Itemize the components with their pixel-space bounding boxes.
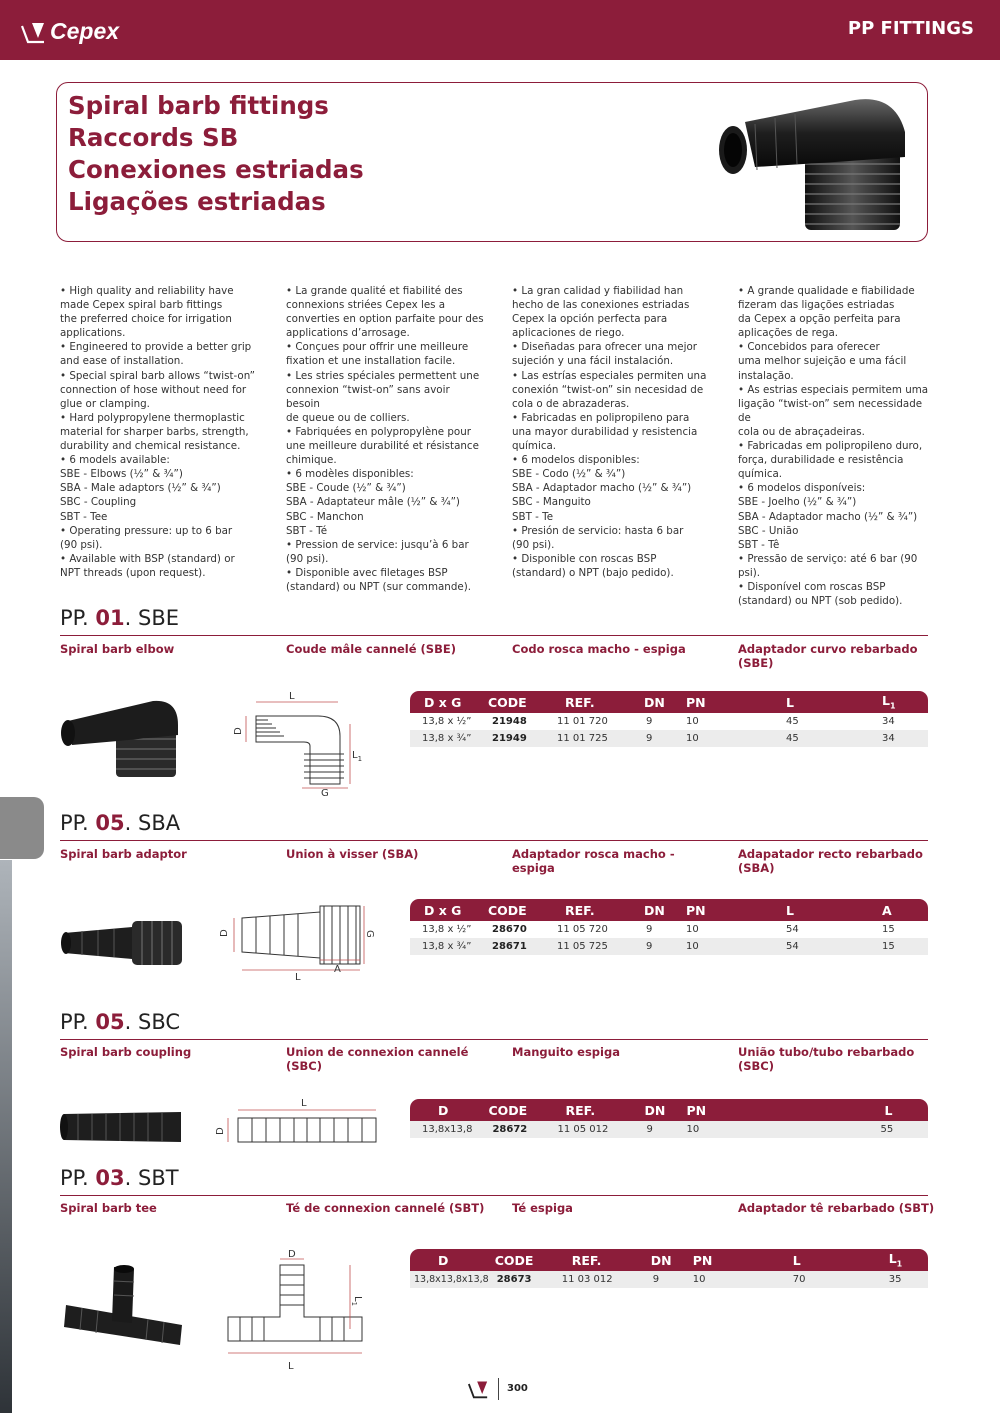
cell: 13,8 x ¾”: [410, 938, 472, 955]
col-header: D: [410, 1099, 472, 1121]
side-bar: [0, 860, 12, 1413]
table-row: [410, 1121, 928, 1138]
col-header: PN: [676, 899, 752, 921]
cell: 10: [676, 921, 752, 938]
coupling-drawing: [210, 1094, 385, 1154]
col-header: [858, 691, 928, 713]
cell: 54: [752, 921, 858, 938]
col-header: D x G: [410, 899, 472, 921]
dim-label-l: L: [301, 1098, 307, 1109]
cell: 13,8x13,8x13,8: [410, 1271, 489, 1288]
title-line-en: Spiral barb fittings: [68, 91, 329, 120]
elbow-drawing: [228, 688, 363, 799]
table-row: [410, 938, 928, 955]
col-header-l: $L_1$: [882, 693, 896, 711]
product-code: . SBC: [124, 1010, 181, 1034]
product-heading-sbt: [60, 1166, 928, 1196]
label-en: Spiral barb adaptor: [60, 847, 187, 861]
cell: 11 05 725: [539, 938, 624, 955]
product-prefix: PP.: [60, 1010, 89, 1034]
cell: 45: [752, 730, 858, 747]
product-prefix: PP.: [60, 1166, 89, 1190]
col-header: DN: [631, 1249, 683, 1271]
dim-label-d: D: [219, 929, 230, 937]
col-header: CODE: [472, 899, 539, 921]
cell: 13,8 x ½”: [410, 713, 472, 730]
dim-label-l1: $L_1$: [350, 1296, 363, 1307]
cell: 11 05 720: [539, 921, 624, 938]
col-header: REF.: [539, 691, 624, 713]
spec-table-header: [410, 691, 928, 713]
table-row: [410, 713, 928, 730]
product-code: . SBE: [124, 606, 180, 630]
col-header: A: [858, 899, 928, 921]
hero-elbow-image: [705, 92, 920, 232]
cell: 13,8x13,8: [410, 1121, 472, 1138]
cell: 45: [752, 713, 858, 730]
intro-spanish: [512, 284, 712, 580]
product-heading-sba: [60, 811, 928, 841]
cell: 55: [752, 1121, 928, 1138]
cell: 9: [624, 713, 676, 730]
col-header: REF.: [539, 1099, 624, 1121]
cell: 10: [676, 713, 752, 730]
col-header: DN: [624, 1099, 676, 1121]
spec-table-sbe: [410, 691, 928, 747]
title-line-pt: Ligações estriadas: [68, 187, 326, 216]
brand-logo: [20, 18, 119, 45]
dim-label-g: G: [364, 930, 375, 938]
cell: 34: [858, 730, 928, 747]
label-pt: Adaptador curvo rebarbado (SBE): [738, 642, 918, 670]
cell: 28672: [472, 1121, 539, 1138]
product-number: 05: [95, 811, 125, 835]
cell: 28670: [472, 921, 539, 938]
title-line-fr: Raccords SB: [68, 123, 239, 152]
col-header: PN: [676, 1099, 752, 1121]
product-code: . SBA: [124, 811, 181, 835]
brand-name: Cepex: [50, 18, 120, 44]
table-row: [410, 921, 928, 938]
dim-label-d: D: [233, 727, 244, 735]
label-es: Té espiga: [512, 1201, 573, 1215]
cell: 9: [624, 921, 676, 938]
cell: 10: [683, 1271, 759, 1288]
label-es: Codo rosca macho - espiga: [512, 642, 686, 656]
product-number: 03: [95, 1166, 125, 1190]
cell: 11 03 012: [552, 1271, 631, 1288]
footer: [466, 1378, 528, 1400]
intro-portuguese: [738, 284, 938, 608]
col-header: DN: [624, 899, 676, 921]
product-prefix: PP.: [60, 811, 89, 835]
table-row: [410, 1271, 928, 1288]
intro-text: • High quality and reliability have made Cepex spiral barb fittings the preferred choice for irrigation applications. • Engineered to provide a better grip and ease of installation. • Special spiral barb allows “twist-on” connection of hose without need for glue or clamping. • Hard polypropylene thermoplastic material for sharper barbs, strength, durability and chemical resistance. • 6 models available: SBE - Elbows (½” & ¾”) SBA - Male adaptors (½” & ¾”) SBC - Coupling SBT - Tee • Operating pressure: up to 6 bar (90 psi). • Available with BSP (standard) or NPT threads (upon request).: [60, 285, 255, 579]
dim-label-l: L: [288, 1361, 294, 1372]
cell: 11 01 720: [539, 713, 624, 730]
cell: 35: [865, 1271, 928, 1288]
dim-label-a: A: [334, 964, 341, 975]
product-code: . SBT: [124, 1166, 179, 1190]
cell: 13,8 x ½”: [410, 921, 472, 938]
col-header: PN: [676, 691, 752, 713]
cell: 15: [858, 921, 928, 938]
dim-label-l1: $L_1$: [352, 750, 363, 763]
cell: 9: [631, 1271, 683, 1288]
intro-english: [60, 284, 260, 580]
cell: 21948: [472, 713, 539, 730]
spec-table-header: [410, 1099, 928, 1121]
cell: 13,8 x ¾”: [410, 730, 472, 747]
title-line-es: Conexiones estriadas: [68, 155, 364, 184]
dim-label-l: L: [289, 691, 295, 702]
cell: 10: [676, 938, 752, 955]
intro-text: • A grande qualidade e fiabilidade fizeram das ligações estriadas da Cepex a opção perfeita para aplicações de rega. • Concebidos para oferecer uma melhor sujeição e uma fácil instalação. • As estrias especiais permitem uma ligação “twist-on” sem necessidade de cola ou de abraçadeiras. • Fabricadas em polipropileno duro, força, durabilidade e resistência química. • 6 modelos disponíveis: SBE - Joelho (½” & ¾”) SBA - Adaptador macho (½” & ¾”) SBC - União SBT - Tê • Pressão de serviço: até 6 bar (90 psi). • Disponível com roscas BSP (standard) ou NPT (sob pedido).: [738, 285, 929, 608]
col-header: CODE: [472, 1099, 539, 1121]
adaptor-photo: [62, 915, 187, 970]
label-fr: Union à visser (SBA): [286, 847, 419, 861]
intro-french: [286, 284, 486, 594]
dim-label-d: D: [215, 1127, 226, 1135]
dim-label-d: D: [288, 1249, 296, 1260]
spec-table-header: [410, 1249, 928, 1271]
dim-label-g: G: [321, 788, 329, 799]
elbow-photo: [58, 695, 183, 780]
label-pt: Adapatador recto rebarbado (SBA): [738, 847, 923, 875]
col-header: L: [752, 1099, 928, 1121]
col-header: $L_1$: [865, 1249, 928, 1271]
cell: 10: [676, 1121, 752, 1138]
label-en: Spiral barb elbow: [60, 642, 175, 656]
cell: 15: [858, 938, 928, 955]
cepex-mark-icon: [466, 1379, 490, 1399]
col-header: REF.: [552, 1249, 631, 1271]
coupling-photo: [60, 1108, 185, 1146]
cell: 54: [752, 938, 858, 955]
product-heading-sbe: [60, 606, 928, 636]
spec-table-sba: [410, 899, 928, 955]
page-number: 300: [498, 1378, 528, 1400]
side-tab: [0, 797, 44, 859]
label-en: Spiral barb coupling: [60, 1045, 192, 1059]
cell: 21949: [472, 730, 539, 747]
label-fr: Té de connexion cannelé (SBT): [286, 1201, 485, 1215]
cell: 28673: [489, 1271, 552, 1288]
product-number: 01: [95, 606, 125, 630]
label-es: Manguito espiga: [512, 1045, 620, 1059]
col-header: L: [752, 899, 858, 921]
cell: 10: [676, 730, 752, 747]
col-header: DN: [624, 691, 676, 713]
adaptor-drawing: [212, 896, 382, 986]
col-header: D x G: [410, 691, 472, 713]
spec-table-sbc: [410, 1099, 928, 1138]
col-header: PN: [683, 1249, 759, 1271]
cepex-mark-icon: [20, 20, 46, 44]
section-label: PP FITTINGS: [847, 18, 974, 39]
cell: 11 05 012: [539, 1121, 624, 1138]
tee-drawing: [222, 1245, 377, 1375]
cell: 34: [858, 713, 928, 730]
cell: 9: [624, 938, 676, 955]
label-fr: Coude mâle cannelé (SBE): [286, 642, 456, 656]
page-title: [68, 90, 364, 218]
table-row: [410, 730, 928, 747]
product-number: 05: [95, 1010, 125, 1034]
col-header: CODE: [489, 1249, 552, 1271]
spec-table-header: [410, 899, 928, 921]
col-header: REF.: [539, 899, 624, 921]
col-header: D: [410, 1249, 489, 1271]
label-pt: Adaptador tê rebarbado (SBT): [738, 1201, 935, 1215]
dim-label-l: L: [295, 972, 301, 983]
intro-text: • La gran calidad y fiabilidad han hecho de las conexiones estriadas Cepex la opción perfecta para aplicaciones de riego. • Diseñadas para ofrecer una mejor sujeción y una fácil instalación. • Las estrías especiales permiten una conexión “twist-on” sin necesidad de cola o de abrazaderas. • Fabricadas en polipropileno para una mayor durabilidad y resistencia química. • 6 modelos disponibles: SBE - Codo (½” & ¾”) SBA - Adaptador macho (½” & ¾”) SBC - Manguito SBT - Te • Presión de servicio: hasta 6 bar (90 psi). • Disponible con roscas BSP (standard) o NPT (bajo pedido).: [512, 285, 707, 579]
product-prefix: PP.: [60, 606, 89, 630]
label-pt: União tubo/tubo rebarbado (SBC): [738, 1045, 915, 1073]
cell: 11 01 725: [539, 730, 624, 747]
col-header: CODE: [472, 691, 539, 713]
col-header: L: [752, 691, 858, 713]
label-fr: Union de connexion cannelé (SBC): [286, 1045, 469, 1073]
spec-table-sbt: [410, 1249, 928, 1288]
intro-text: • La grande qualité et fiabilité des connexions striées Cepex les a converties en option parfaite pour des applications d’arrosage. • Conçues pour offrir une meilleure fixation et une installation facile. • Les stries spéciales permettent une connexion “twist-on” sans avoir besoin de queue ou de colliers. • Fabriquées en polypropylène pour une meilleure durabilité et résistance chimique. • 6 modèles disponibles: SBE - Coude (½” & ¾”) SBA - Adaptateur mâle (½” & ¾”) SBC - Manchon SBT - Té • Pression de service: jusqu’à 6 bar (90 psi). • Disponible avec filetages BSP (standard) ou NPT (sur commande).: [286, 285, 484, 593]
cell: 70: [759, 1271, 865, 1288]
cell: 28671: [472, 938, 539, 955]
cell: 9: [624, 730, 676, 747]
tee-photo: [62, 1265, 187, 1355]
cell: 9: [624, 1121, 676, 1138]
product-heading-sbc: [60, 1010, 928, 1040]
label-en: Spiral barb tee: [60, 1201, 157, 1215]
col-header: L: [759, 1249, 865, 1271]
label-es: Adaptador rosca macho - espiga: [512, 847, 675, 875]
